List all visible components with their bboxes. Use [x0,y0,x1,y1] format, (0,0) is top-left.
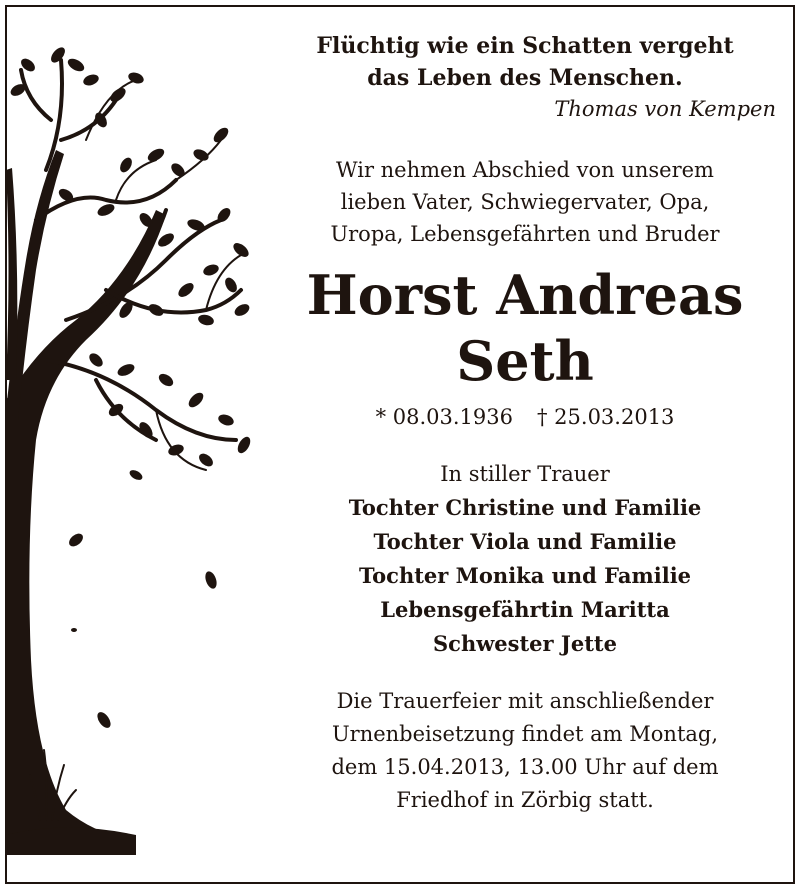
service-line: Urnenbeisetzung findet am Montag, [331,722,719,746]
service-line: dem 15.04.2013, 13.00 Uhr auf dem [331,755,719,779]
mourner: Schwester Jette [433,631,617,656]
birth-date: * 08.03.1936 [375,405,513,429]
farewell-intro [270,154,780,250]
intro-line: Wir nehmen Abschied von unserem [336,158,714,182]
mourners-list [270,491,780,661]
mourning-heading: In stiller Trauer [440,462,610,486]
mourner: Lebensgefährtin Maritta [380,597,670,622]
deceased-name [270,262,780,394]
life-dates [270,402,780,432]
deceased-first-names: Horst Andreas [306,263,744,327]
service-line: Die Trauerfeier mit anschließender [336,689,714,713]
quote-line: das Leben des Menschen. [367,65,683,91]
deceased-surname: Seth [456,329,594,393]
service-line: Friedhof in Zörbig statt. [396,788,654,812]
mourner: Tochter Christine und Familie [348,495,702,520]
funeral-service-info [270,685,780,817]
mourner: Tochter Monika und Familie [358,563,692,588]
mourner: Tochter Viola und Familie [373,529,677,554]
tree-silhouette-icon [6,20,256,860]
quote-author: Thomas von Kempen [554,97,776,121]
quote [270,30,780,94]
intro-line: Uropa, Lebensgefährten und Bruder [330,222,720,246]
notice-text [270,30,780,817]
death-date: † 25.03.2013 [537,405,675,429]
intro-line: lieben Vater, Schwiegervater, Opa, [340,190,710,214]
quote-line: Flüchtig wie ein Schatten vergeht [316,33,734,59]
